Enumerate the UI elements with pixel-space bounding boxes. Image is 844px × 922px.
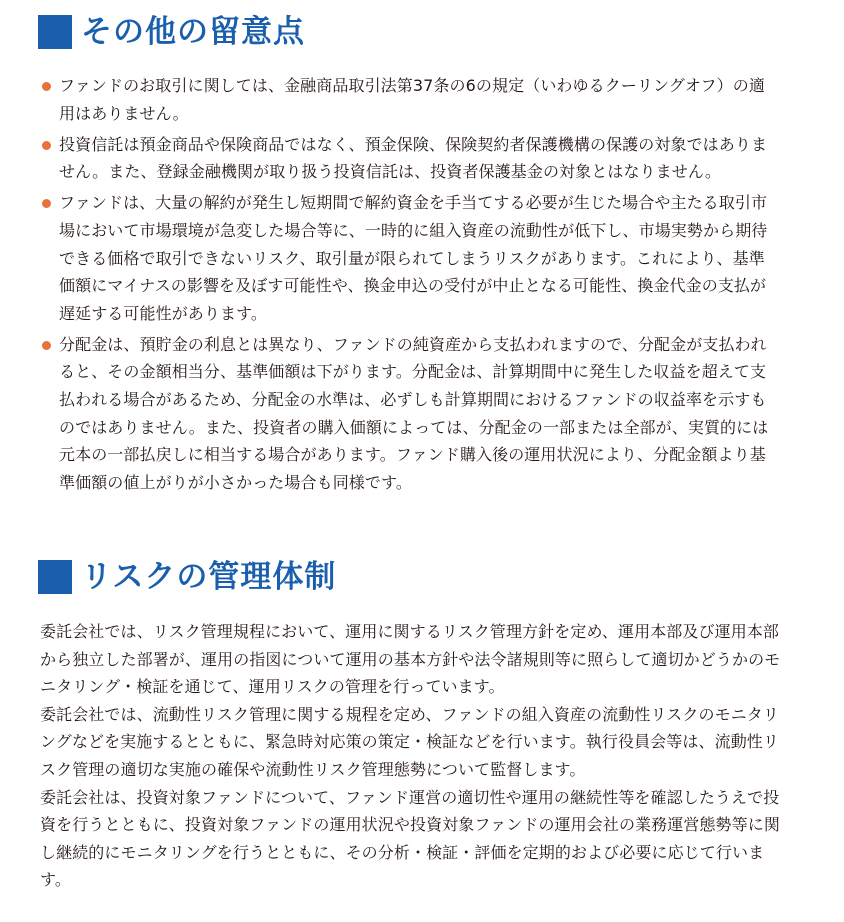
section-heading-other-notes <box>38 10 305 54</box>
list-item-text: ファンドは、大量の解約が発生し短期間で解約資金を手当てする必要が生じた場合や主たる取引市場において市場環境が急変した場合等に、一時的に組入資産の流動性が低下し、市場実勢から期待できる価格で取引できないリスク、取引量が限られてしまうリスクがあります。これにより、基準価額にマイナスの影響を及ぼす可能性や、換金申込の受付が中止となる可能性、換金代金の支払が遅延する可能性があります。 <box>59 193 768 323</box>
paragraph: 委託会社では、流動性リスク管理に関する規程を定め、ファンドの組入資産の流動性リスクのモニタリングなどを実施するとともに、緊急時対応策の策定・検証などを行います。執行役員会等は、流動性リスク管理の適切な実施の確保や流動性リスク管理態勢について監督します。 <box>40 704 780 779</box>
section-title: その他の留意点 <box>81 14 305 50</box>
bullet-dot-icon <box>42 341 51 350</box>
risk-management-body <box>40 618 786 894</box>
bullet-dot-icon <box>42 199 51 208</box>
list-item <box>40 131 780 186</box>
list-item-text: ファンドのお取引に関しては、金融商品取引法第37条の6の規定（いわゆるクーリングオフ）の適用はありません。 <box>59 76 765 123</box>
section-title: リスクの管理体制 <box>81 559 337 595</box>
bullet-dot-icon <box>42 141 51 150</box>
list-item-text: 投資信託は預金商品や保険商品ではなく、預金保険、保険契約者保護機構の保護の対象ではありません。また、登録金融機関が取り扱う投資信託は、投資者保護基金の対象とはなりません。 <box>59 134 768 182</box>
list-item-text: 分配金は、預貯金の利息とは異なり、ファンドの純資産から支払われますので、分配金が支払われると、その金額相当分、基準価額は下がります。分配金は、計算期間中に発生した収益を超えて支払われる場合があるため、分配金の水準は、必ずしも計算期間におけるファンドの収益率を示すものではありません。また、投資者の購入価額によっては、分配金の一部または全部が、実質的には元本の一部払戻しに相当する場合があります。ファンド購入後の運用状況により、分配金額より基準価額の値上がりが小さかった場合も同様です。 <box>59 334 769 492</box>
square-marker-icon <box>38 560 72 594</box>
paragraph: 委託会社は、投資対象ファンドについて、ファンド運営の適切性や運用の継続性等を確認したうえで投資を行うとともに、投資対象ファンドの運用状況や投資対象ファンドの運用会社の業務運営態勢等に関し継続的にモニタリングを行うとともに、その分析・検証・評価を定期的および必要に応じて行います。 <box>40 787 780 890</box>
list-item <box>40 331 780 497</box>
section-heading-risk-management <box>38 555 336 599</box>
list-item <box>40 72 780 127</box>
list-item <box>40 189 780 327</box>
bullet-dot-icon <box>42 82 51 91</box>
paragraph: 委託会社では、リスク管理規程において、運用に関するリスク管理方針を定め、運用本部及び運用本部から独立した部署が、運用の指図について運用の基本方針や法令諸規則等に照らして適切かどうかのモニタリング・検証を通じて、運用リスクの管理を行っています。 <box>40 622 781 697</box>
notes-list <box>40 72 780 500</box>
square-marker-icon <box>38 15 72 49</box>
